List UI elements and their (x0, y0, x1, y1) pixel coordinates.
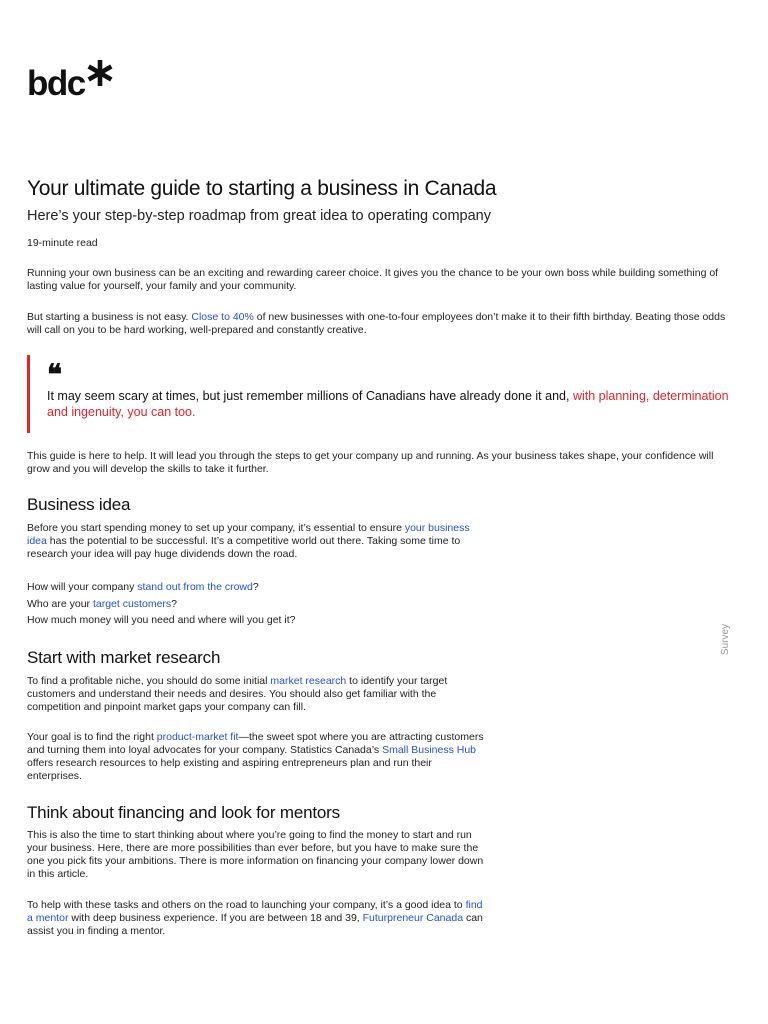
survey-label: Survey (720, 623, 732, 656)
bdc-logo[interactable] (27, 64, 114, 104)
your-business-idea-link[interactable]: your business idea (27, 522, 470, 547)
financing-paragraph: This is also the time to start thinking about where you’re going to find the money to start and run your business. Here, there are more possibilities than ever before, but you have to make sure the one you pick fits your ambitions. There is more information on financing your company lower down in this article. (27, 829, 484, 880)
guide-paragraph: This guide is here to help. It will lead you through the steps to get your company up and running. As your business takes shape, your confidence will grow and you will develop the skills to take it further. (27, 450, 714, 475)
close-to-40-link[interactable]: Close to 40% (191, 311, 254, 323)
pull-quote (27, 355, 739, 433)
product-market-fit-link[interactable]: product-market fit (156, 731, 239, 743)
question-target-customers: Who are your target customers? (27, 598, 177, 610)
intro-paragraph: Running your own business can be an exciting and rewarding career choice. It gives you the chance to be your own boss while building something of lasting value for yourself, your family and your community. (27, 267, 719, 292)
business-idea-paragraph: Before you start spending money to set up your company, it’s essential to ensure your business idea has the potential to be successful. It’s a competitive world out there. Taking some time to research your idea will pay huge dividends down the road. (27, 522, 470, 560)
financing-heading: Think about financing and look for mentors (27, 803, 340, 822)
product-market-fit-paragraph: Your goal is to find the right product-market fit—the sweet spot where you are attracting customers and turning them into loyal advocates for your company. Statistics Canada’s Small Business Hub offers research resources to help existing and aspiring entrepreneurs plan and run their enterprises. (27, 731, 484, 782)
market-research-link[interactable]: market research (270, 675, 347, 687)
stand-out-link[interactable]: stand out from the crowd (137, 581, 253, 593)
find-a-mentor-link[interactable]: find a mentor (27, 899, 483, 924)
stats-paragraph: But starting a business is not easy. Close to 40% of new businesses with one-to-four employees don’t make it to their fifth birthday. Beating those odds will call on you to be hard working, well-prepared and constantly creative. (27, 311, 726, 336)
survey-tab[interactable] (722, 622, 738, 662)
logo-text: bdc (27, 64, 85, 103)
page-title: Your ultimate guide to starting a business in Canada (27, 177, 497, 200)
futurpreneur-link[interactable]: Futurpreneur Canada (362, 912, 464, 924)
question-money: How much money will you need and where will you get it? (27, 614, 296, 626)
asterisk-icon (86, 59, 114, 87)
business-idea-heading: Business idea (27, 495, 131, 514)
quote-text: It may seem scary at times, but just remember millions of Canadians have already done it and, with planning, determination and ingenuity, you can too. (47, 389, 729, 419)
target-customers-link[interactable]: target customers (92, 598, 172, 610)
quote-highlight: with planning, determination and ingenuity, you can too. (47, 389, 729, 419)
page-subtitle: Here’s your step-by-step roadmap from great idea to operating company (27, 208, 491, 224)
question-stand-out: How will your company stand out from the crowd? (27, 581, 259, 593)
mentor-paragraph: To help with these tasks and others on the road to launching your company, it’s a good idea to find a mentor with deep business experience. If you are between 18 and 39, Futurpreneur Canada can assist you in finding a mentor. (27, 899, 483, 937)
market-research-paragraph: To find a profitable niche, you should do some initial market research to identify your target customers and understand their needs and desires. You should also get familiar with the competition and pinpoint market gaps your company can fill. (27, 675, 448, 713)
market-research-heading: Start with market research (27, 648, 221, 667)
read-time: 19-minute read (27, 237, 98, 249)
small-business-hub-link[interactable]: Small Business Hub (382, 744, 477, 756)
quote-icon: ❝ (47, 358, 63, 391)
